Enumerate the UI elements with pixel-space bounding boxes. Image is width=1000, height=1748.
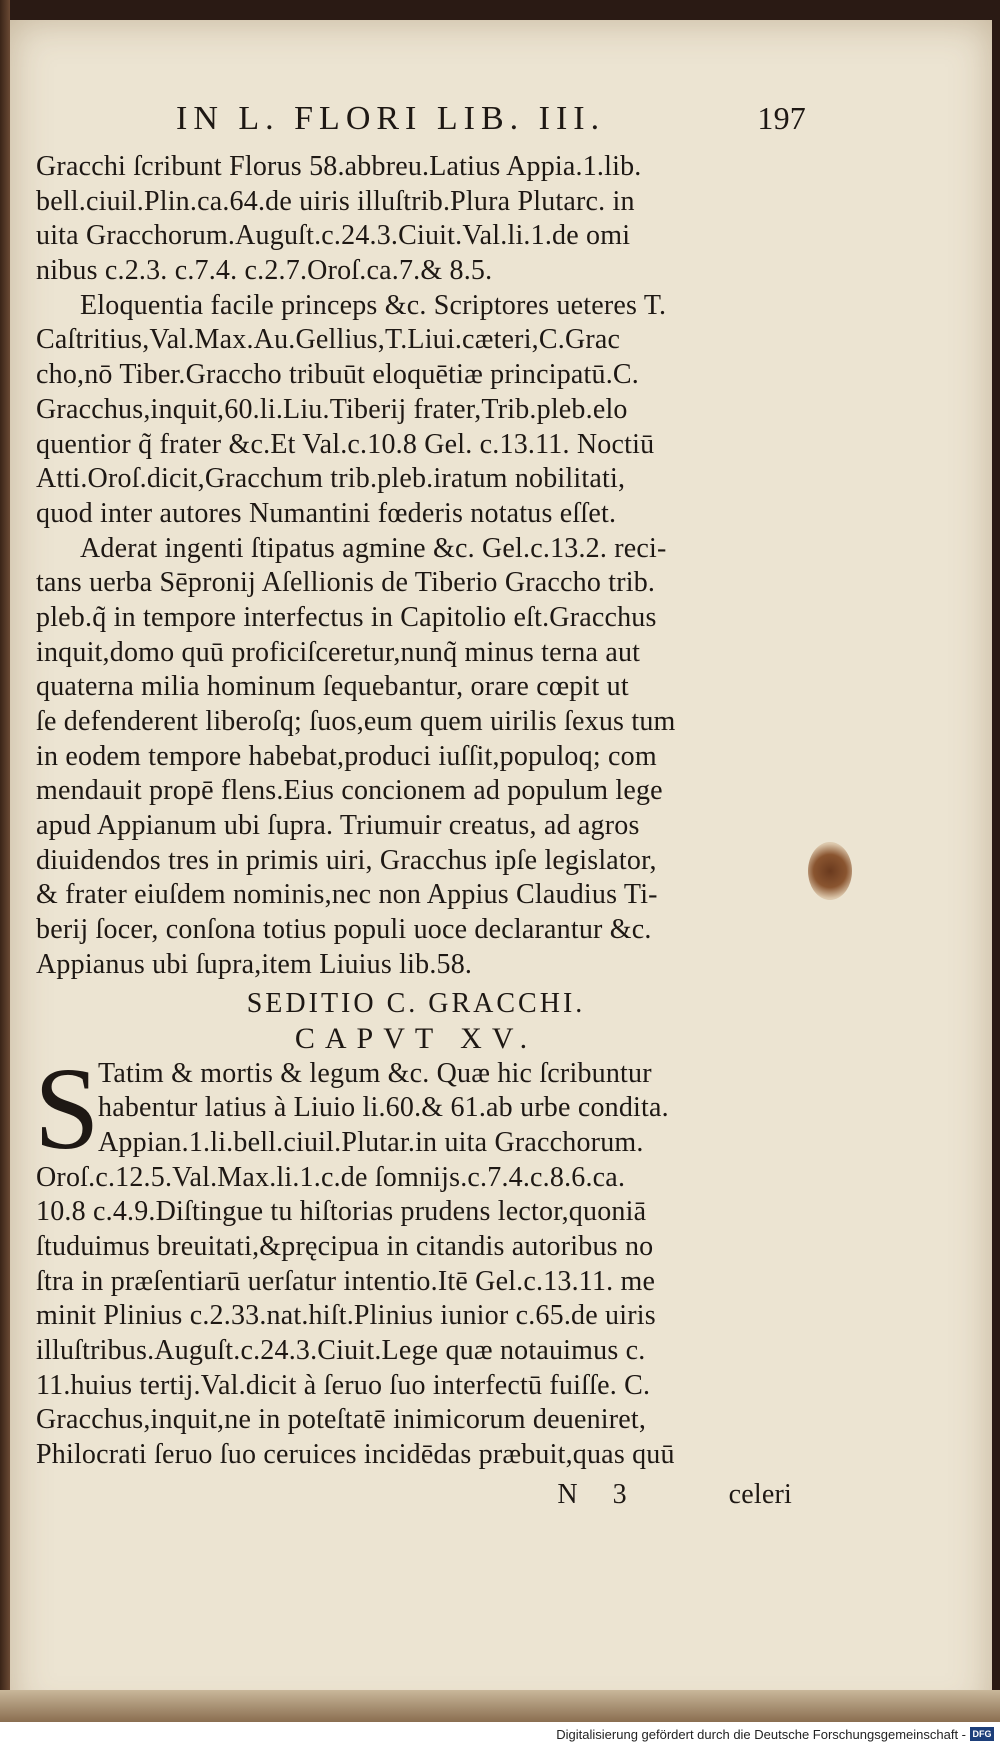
text-line: cho,nō Tiber.Graccho tribuūt eloquētiæ principatū.C.: [36, 359, 639, 391]
running-head: [176, 100, 806, 150]
text-line: Eloquentia facile princeps &c. Scriptores ueteres T.: [80, 289, 667, 321]
text-line: Gracchi ſcribunt Florus 58.abbreu.Latius Appia.1.lib.: [36, 151, 642, 182]
drop-capital: S: [34, 1042, 100, 1174]
text-line: uita Gracchorum.Auguſt.c.24.3.Ciuit.Val.li.1.de omi: [36, 220, 631, 252]
dfg-logo-icon: DFG: [970, 1727, 994, 1741]
text-line: minit Plinius c.2.33.nat.hiſt.Plinius iunior c.65.de uiris: [36, 1300, 656, 1332]
text-line: bell.ciuil.Plin.ca.64.de uiris illuſtrib.Plura Plutarc. in: [36, 185, 635, 217]
text-line: Oroſ.c.12.5.Val.Max.li.1.c.de ſomnijs.c.7.4.c.8.6.ca.: [36, 1161, 626, 1193]
paragraph-4: [34, 1042, 796, 1473]
text-line: Atti.Oroſ.dicit,Gracchum trib.pleb.iratum nobilitati,: [36, 463, 626, 495]
text-line: habentur latius à Liuio li.60.& 61.ab urbe condita.: [98, 1092, 669, 1124]
paragraph-3: [36, 532, 796, 983]
text-line: quaterna milia hominum ſequebantur, orare cœpit ut: [36, 671, 629, 703]
book-binding-edge: [0, 0, 10, 1722]
text-line: nibus c.2.3. c.7.4. c.2.7.Oroſ.ca.7.& 8.5.: [36, 255, 493, 287]
text-line: Gracchus,inquit,ne in poteſtatē inimicorum deueniret,: [36, 1404, 647, 1436]
chapter-title: SEDITIO C. GRACCHI.: [246, 987, 586, 1019]
text-line: Caſtritius,Val.Max.Au.Gellius,T.Liui.cæteri,C.Grac: [36, 324, 621, 356]
text-line: & frater eiuſdem nominis,nec non Appius Claudius Ti-: [36, 879, 658, 911]
text-line: Gracchus,inquit,60.li.Liu.Tiberij frater,Trib.pleb.elo: [36, 393, 628, 425]
page-number: 197: [757, 100, 806, 136]
signature-mark: N 3: [557, 1478, 641, 1510]
text-line: 10.8 c.4.9.Diſtingue tu hiſtorias prudens lector,quoniā: [36, 1196, 647, 1228]
text-line: mendauit propē flens.Eius concionem ad populum lege: [36, 775, 663, 807]
text-line: ſtuduimus breuitati,&pręcipua in citandis autoribus no: [36, 1230, 654, 1262]
digitization-footer: [0, 1722, 1000, 1748]
text-line: apud Appianum ubi ſupra. Triumuir creatus, ad agros: [36, 810, 640, 842]
text-line: in eodem tempore habebat,produci iuſſit,populoq; com: [36, 740, 657, 772]
text-line: diuidendos tres in primis uiri, Gracchus ipſe legislator,: [36, 844, 657, 876]
chapter-number: CAPVT XV.: [294, 1021, 538, 1055]
text-line: berij ſocer, conſona totius populi uoce declarantur &c.: [36, 914, 652, 946]
ink-stain: [808, 842, 852, 900]
text-line: quod inter autores Numantini fœderis notatus eſſet.: [36, 497, 617, 529]
text-line: inquit,domo quū proficiſceretur,nunq̃ minus terna aut: [36, 636, 641, 668]
text-line: Appianus ubi ſupra,item Liuius lib.58.: [36, 948, 473, 980]
footer-credit: Digitalisierung gefördert durch die Deutsche Forschungsgemeinschaft -: [556, 1727, 966, 1742]
page-bottom-edge: [0, 1690, 1000, 1722]
text-line: tans uerba Sēpronij Aſellionis de Tiberio Graccho trib.: [36, 567, 656, 599]
catchword: celeri: [728, 1478, 792, 1510]
text-line: pleb.q̃ in tempore interfectus in Capitolio eſt.Gracchus: [36, 601, 657, 633]
text-line: Tatim & mortis & legum &c. Quæ hic ſcribuntur: [98, 1057, 652, 1089]
text-line: Aderat ingenti ſtipatus agmine &c. Gel.c.13.2. reci-: [80, 532, 667, 564]
text-line: illuſtribus.Auguſt.c.24.3.Ciuit.Lege quæ notauimus c.: [36, 1335, 646, 1366]
text-line: quentior q̃ frater &c.Et Val.c.10.8 Gel. c.13.11. Noctiū: [36, 428, 655, 460]
paragraph-2: [36, 289, 796, 532]
running-title: IN L. FLORI LIB. III.: [176, 100, 606, 137]
text-line: ſtra in præſentiarū uerſatur intentio.Itē Gel.c.13.11. me: [36, 1265, 656, 1297]
page-text: [34, 100, 806, 1515]
text-line: ſe defenderent liberoſq; ſuos,eum quem uirilis ſexus tum: [36, 706, 676, 737]
text-line: 11.huius tertij.Val.dicit à ſeruo ſuo interfectū fuiſſe. C.: [36, 1369, 651, 1401]
catchline: [36, 1475, 796, 1515]
paragraph-1: [36, 150, 796, 289]
text-line: Appian.1.li.bell.ciuil.Plutar.in uita Gracchorum.: [98, 1126, 644, 1158]
text-line: Philocrati ſeruo ſuo ceruices incidēdas præbuit,quas quū: [36, 1439, 675, 1471]
